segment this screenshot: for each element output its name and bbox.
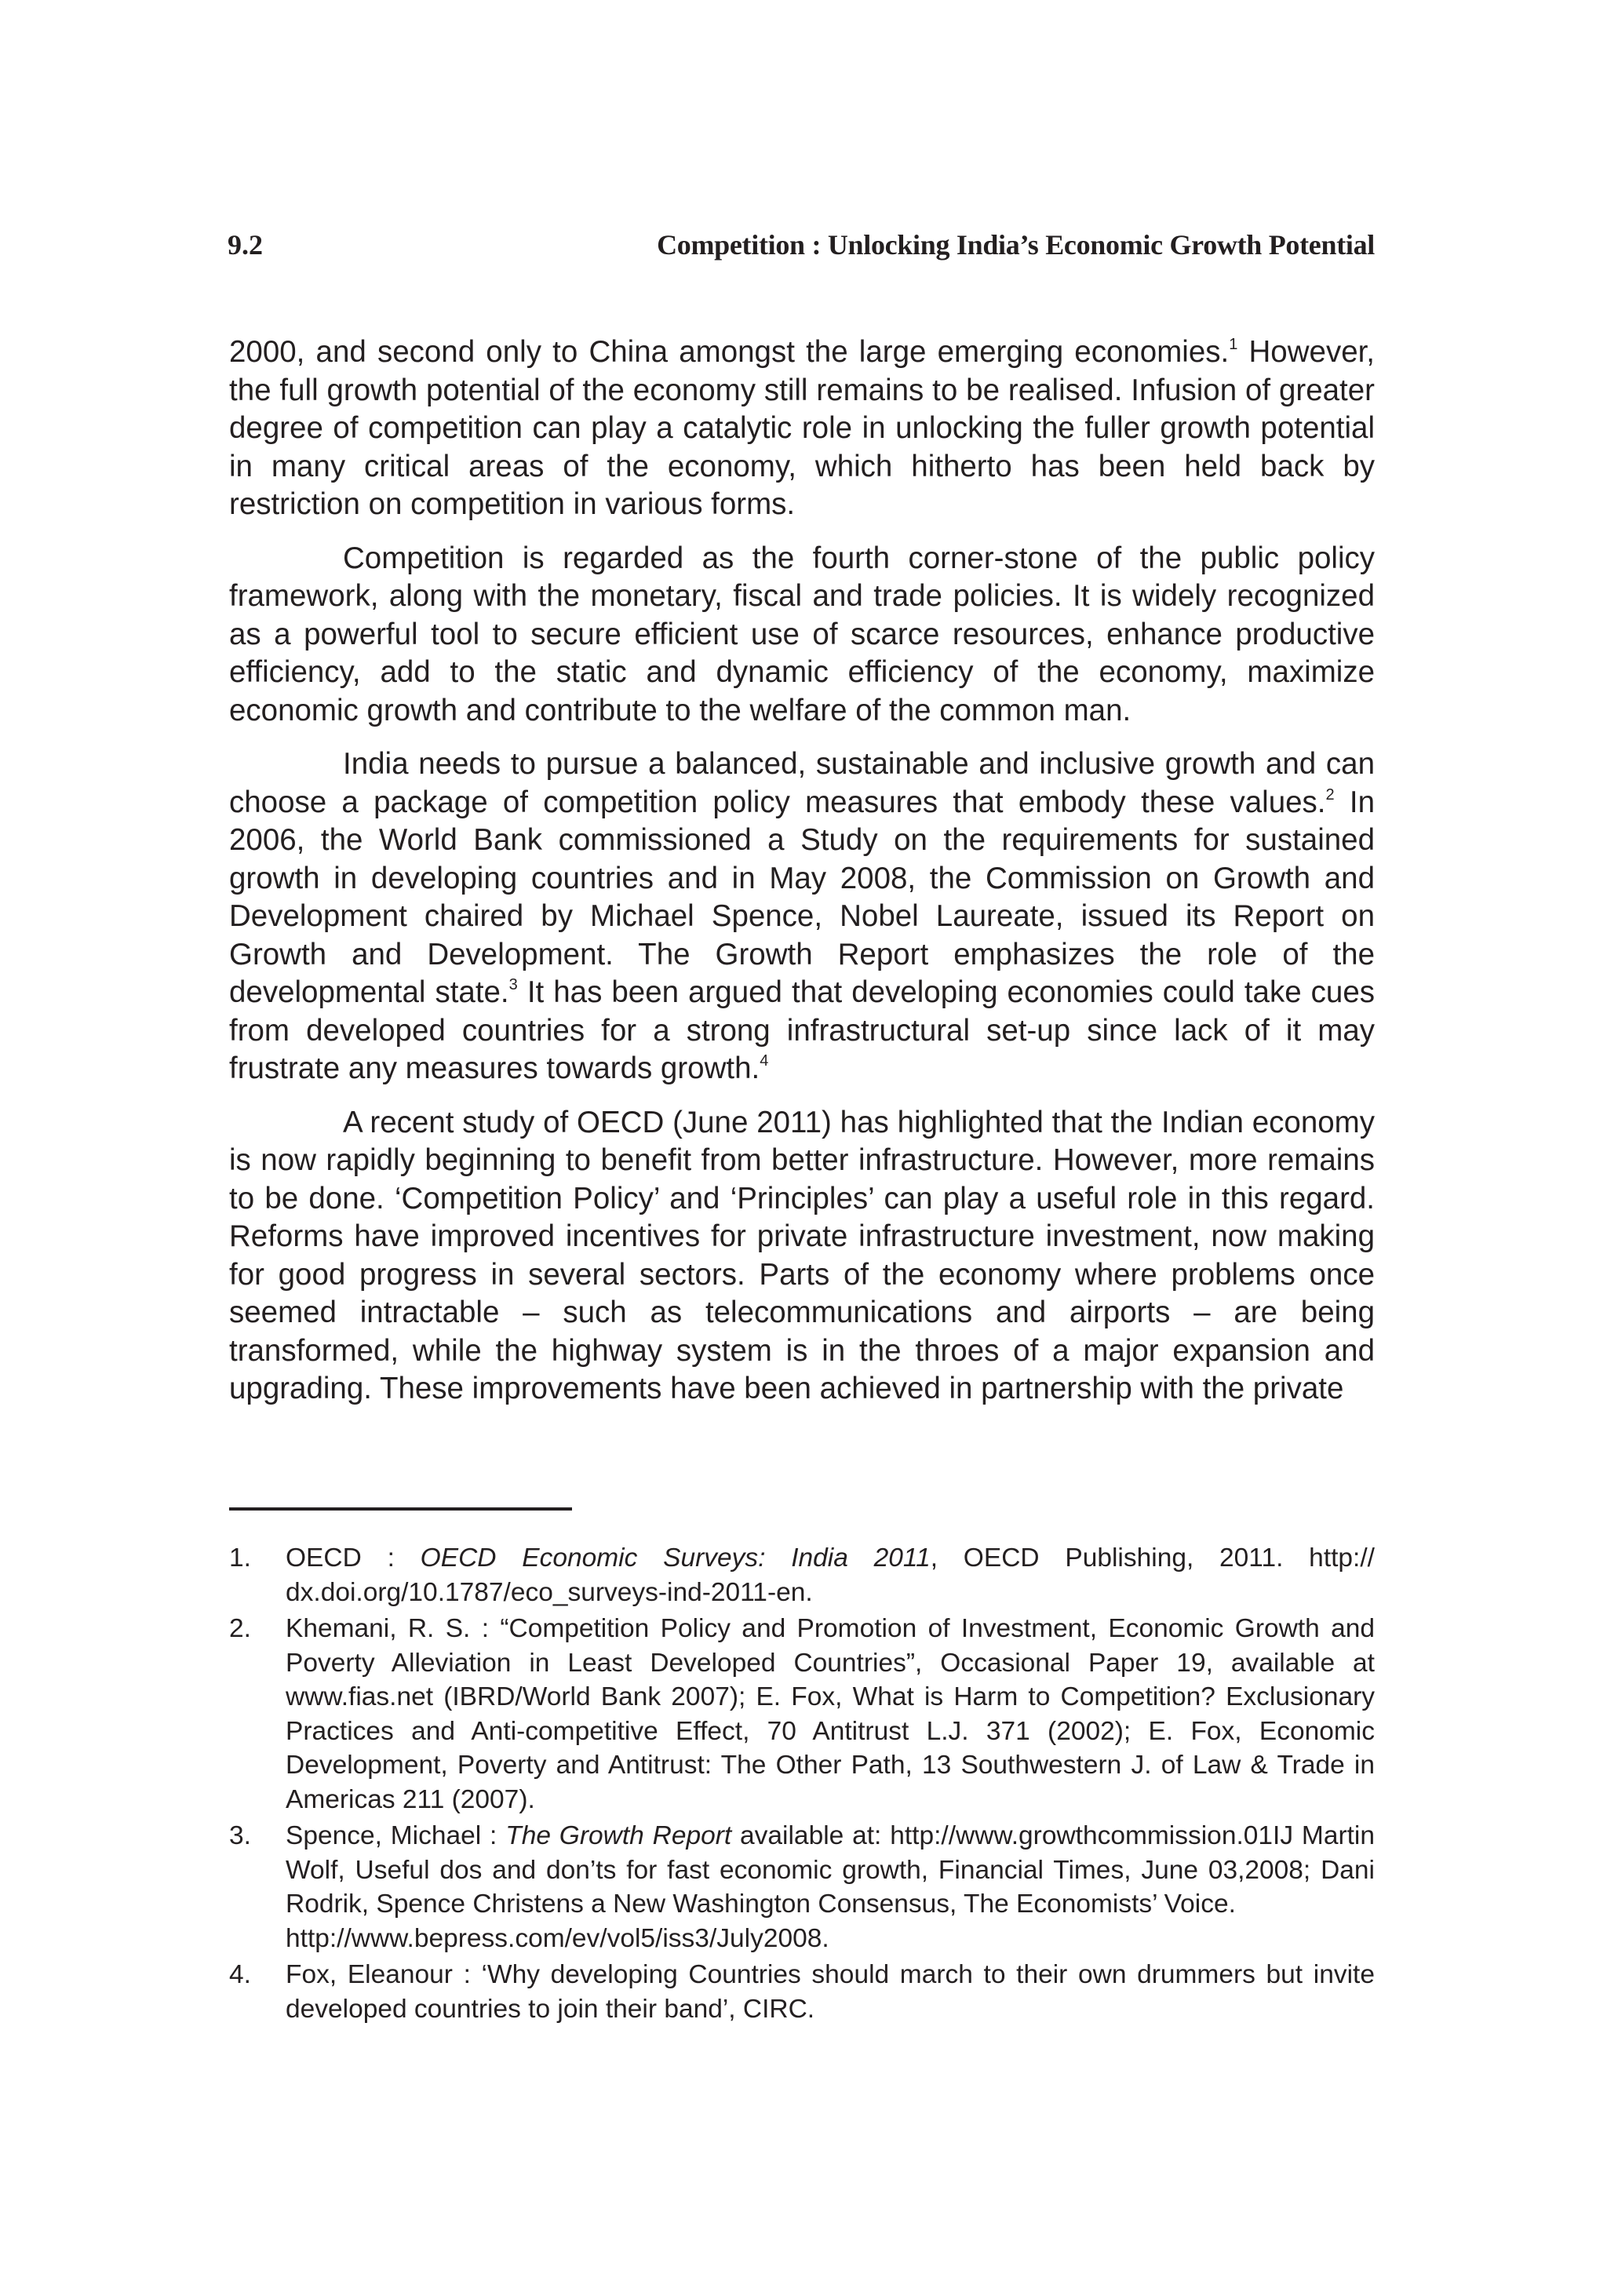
footnote-number: 2.	[229, 1614, 251, 1643]
footnote-ref-1: 1	[1229, 336, 1238, 354]
footnote-3-title: The Growth Report	[505, 1821, 732, 1850]
footnote-4	[229, 1958, 1375, 2026]
footnote-2	[229, 1612, 1375, 1817]
paragraph-1-text-b: However, the full growth potential of the economy still remains to be realised. Infusion of greater degree of competition can play a catalytic role in unlocking the fuller growth potential in many critical areas of the economy, which hitherto has been held back by restriction on competition in various forms.	[229, 335, 1375, 521]
paragraph-1	[229, 333, 1375, 524]
running-title: Competition : Unlocking India’s Economic Growth Potential	[657, 229, 1375, 261]
footnote-1	[229, 1541, 1375, 1609]
paragraph-3	[229, 745, 1375, 1088]
footnote-ref-3: 3	[508, 976, 518, 994]
footnote-3-text-b: available at: http://www.growthcommission.01IJ Martin Wolf, Useful dos and don’ts for fast economic growth, Financial Times, June 03,2008; Dani Rodrik, Spence Christens a New Washington Consensus, The Economists’ Voice.	[286, 1821, 1375, 1919]
paragraph-1-text-a: 2000, and second only to China amongst the large emerging economies.	[229, 335, 1230, 369]
body-text	[229, 333, 1375, 1424]
paragraph-3-text-c: It has been argued that developing economies could take cues from developed countries for a strong infrastructural set-up since lack of it may frustrate any measures towards growth.	[229, 975, 1376, 1085]
footnote-text: Khemani, R. S. : “Competition Policy and Promotion of Investment, Economic Growth and Poverty Alleviation in Least Developed Countries”, Occasional Paper 19, available at www.fias.net (IBRD/World Bank 2007); E. Fox, What is Harm to Competition? Exclusionary Practices and Anti-competitive Effect, 70 Antitrust L.J. 371 (2002); E. Fox, Economic Development, Poverty and Antitrust: The Other Path, 13 Southwestern J. of Law & Trade in Americas 211 (2007).	[286, 1614, 1375, 1814]
paragraph-3-text-b: In 2006, the World Bank commissioned a Study on the requirements for sustained growth in developing countries and in May 2008, the Commission on Growth and Development chaired by Michael Spence, Nobel Laureate, issued its Report on Growth and Development. The Growth Report emphasizes the role of the developmental state.	[229, 785, 1375, 1009]
footnote-number: 1.	[229, 1543, 251, 1573]
footnote-separator	[229, 1507, 572, 1511]
footnotes-list	[229, 1541, 1375, 2028]
footnote-3-url: http://www.bepress.com/ev/vol5/iss3/July2008.	[286, 1923, 829, 1953]
paragraph-2: Competition is regarded as the fourth corner-stone of the public policy framework, along with the monetary, fiscal and trade policies. It is widely recognized as a powerful tool to secure efficient use of scarce resources, enhance productive efficiency, add to the static and dynamic efficiency of the economy, maximize economic growth and contribute to the welfare of the common man.	[229, 541, 1375, 727]
footnote-3-text-a: Spence, Michael :	[286, 1821, 506, 1850]
footnote-text	[286, 1541, 1375, 1609]
footnote-3	[229, 1819, 1375, 1955]
footnote-ref-4: 4	[760, 1052, 769, 1070]
footnote-ref-2: 2	[1325, 785, 1335, 804]
footnote-number: 4.	[229, 1960, 251, 1989]
footnote-number: 3.	[229, 1821, 251, 1850]
paragraph-3-text-a: India needs to pursue a balanced, sustainable and inclusive growth and can choose a package of competition policy measures that embody these values.	[229, 747, 1375, 819]
footnote-text	[286, 1819, 1375, 1955]
footnote-text: Fox, Eleanour : ‘Why developing Countries should march to their own drummers but invite developed countries to join their band’, CIRC.	[286, 1960, 1375, 2024]
footnote-1-title: OECD Economic Surveys: India 2011	[420, 1543, 931, 1573]
footnote-1-text-a: OECD :	[286, 1543, 421, 1573]
page-number: 9.2	[228, 229, 263, 261]
footnote-1-text-b: , OECD Publishing, 2011. http:// dx.doi.org/10.1787/eco_surveys-ind-2011-en.	[286, 1543, 1375, 1607]
paragraph-4: A recent study of OECD (June 2011) has highlighted that the Indian economy is now rapidly beginning to benefit from better infrastructure. However, more remains to be done. ‘Competition Policy’ and ‘Principles’ can play a useful role in this regard. Reforms have improved incentives for private infrastructure investment, now making for good progress in several sectors. Parts of the economy where problems once seemed intractable – such as telecommunications and airports – are being transformed, while the highway system is in the throes of a major expansion and upgrading. These improvements have been achieved in partnership with the private	[229, 1105, 1375, 1405]
